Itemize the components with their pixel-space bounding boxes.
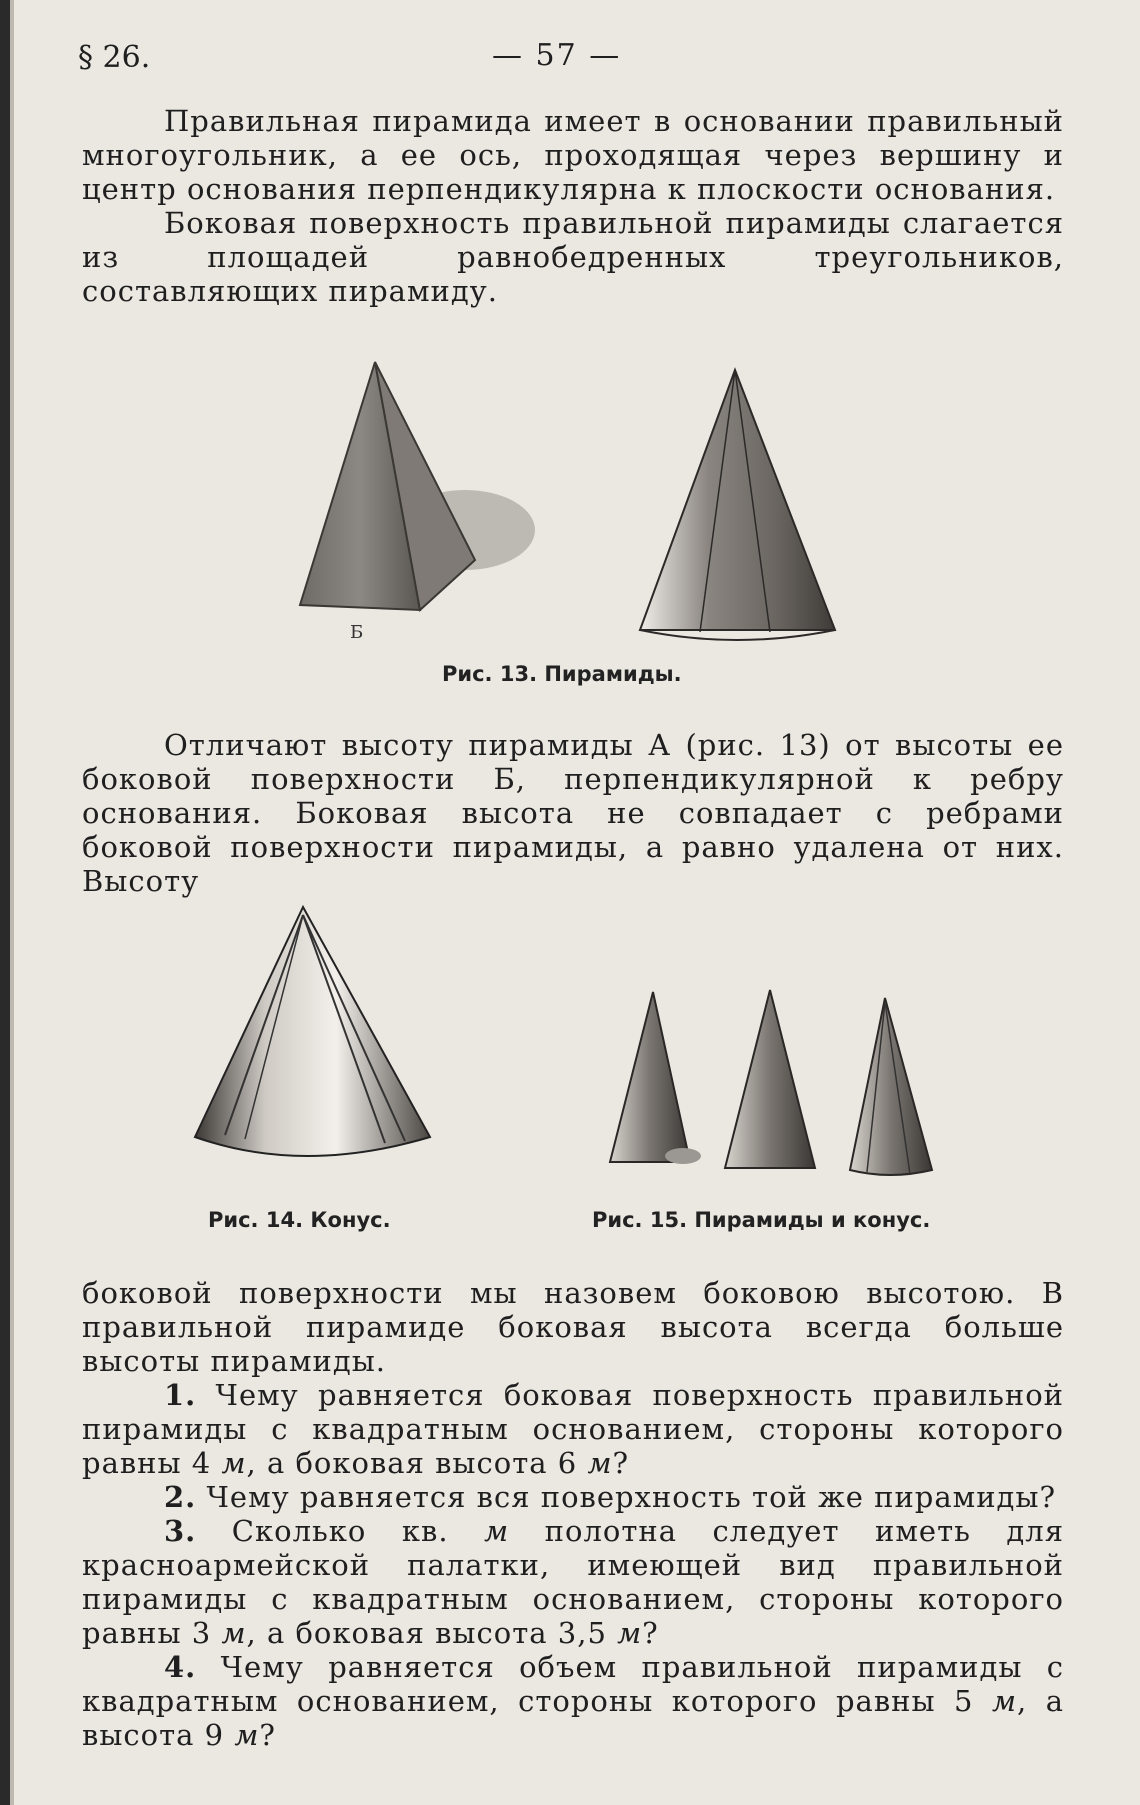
problem-2 [82,1480,1064,1514]
pyramid-label-b: Б [350,622,364,643]
problem-number: 4. [164,1650,197,1684]
small-pyramid-1 [610,992,690,1162]
problem-text: , а боковая высота 6 [246,1446,588,1480]
problem-4 [82,1650,1064,1752]
figure-14-cone [185,905,445,1185]
book-spine-edge [0,0,10,1805]
section-number: § 26. [78,40,151,75]
figure-13-pyramids [280,360,860,650]
unit: м [234,1718,260,1752]
figure-15-caption: Рис. 15. Пирамиды и конус. [592,1208,931,1232]
problem-text: полотна следует иметь для красноармейской палатки, имеющей вид правильной пирамиды с квадратным основанием, стороны которого равны 3 [82,1514,1064,1650]
book-spine-shadow [10,0,14,1805]
unit: м [617,1616,643,1650]
unit: м [221,1446,247,1480]
figure-13-caption: Рис. 13. Пирамиды. [442,662,682,686]
problem-text: Чему равняется боковая поверхность правильной пирамиды с квадратным основанием, стороны которого равны 4 [82,1378,1064,1480]
text-block-3 [82,1276,1064,1752]
problem-text: , а высота 9 [82,1684,1064,1752]
small-cone [850,998,932,1175]
figure-14-caption: Рис. 14. Конус. [208,1208,391,1232]
problem-text: ? [612,1446,630,1480]
unit: м [991,1684,1018,1718]
problem-number: 3. [164,1514,197,1548]
unit: м [587,1446,613,1480]
problem-text: Чему равняется вся поверхность той же пирамиды? [196,1480,1057,1514]
paragraph-heights: Отличают высоту пирамиды А (рис. 13) от высоты ее боковой поверхности Б, перпендикулярной к ребру основания. Боковая высота не совпадает с ребрами боковой поверхности пирамиды, а равно удалена от них. Высоту [82,728,1064,898]
paragraph-lateral-surface: Боковая поверхность правильной пирамиды слагается из площадей равнобедренных треугольников, составляющих пирамиду. [82,206,1064,308]
problem-number: 1. [164,1378,197,1412]
pyramid-right-body [640,370,835,630]
small-pyramid-1-shadow [665,1148,701,1164]
problem-number: 2. [164,1480,197,1514]
unit: м [221,1616,247,1650]
problem-text: Сколько кв. [196,1514,485,1548]
text-block-1 [82,104,1064,308]
paragraph-regular-pyramid: Правильная пирамида имеет в основании правильный многоугольник, а ее ось, проходящая через вершину и центр основания перпендикулярна к плоскости основания. [82,104,1064,206]
unit: м [484,1514,510,1548]
small-pyramid-2 [725,990,815,1168]
text-block-2 [82,728,1064,898]
paragraph-lateral-height: боковой поверхности мы назовем боковою высотою. В правильной пирамиде боковая высота всегда больше высоты пирамиды. [82,1276,1064,1378]
problem-text: Чему равняется объем правильной пирамиды с квадратным основанием, стороны которого равны 5 [82,1650,1064,1718]
problem-text: , а боковая высота 3,5 [246,1616,618,1650]
pyramid-right-base [640,630,835,640]
problem-text: ? [259,1718,276,1752]
problem-text: ? [642,1616,659,1650]
problem-3 [82,1514,1064,1650]
page-number: — 57 — [492,38,622,73]
problem-1 [82,1378,1064,1480]
figure-15-pyramids-and-cone [605,980,970,1180]
